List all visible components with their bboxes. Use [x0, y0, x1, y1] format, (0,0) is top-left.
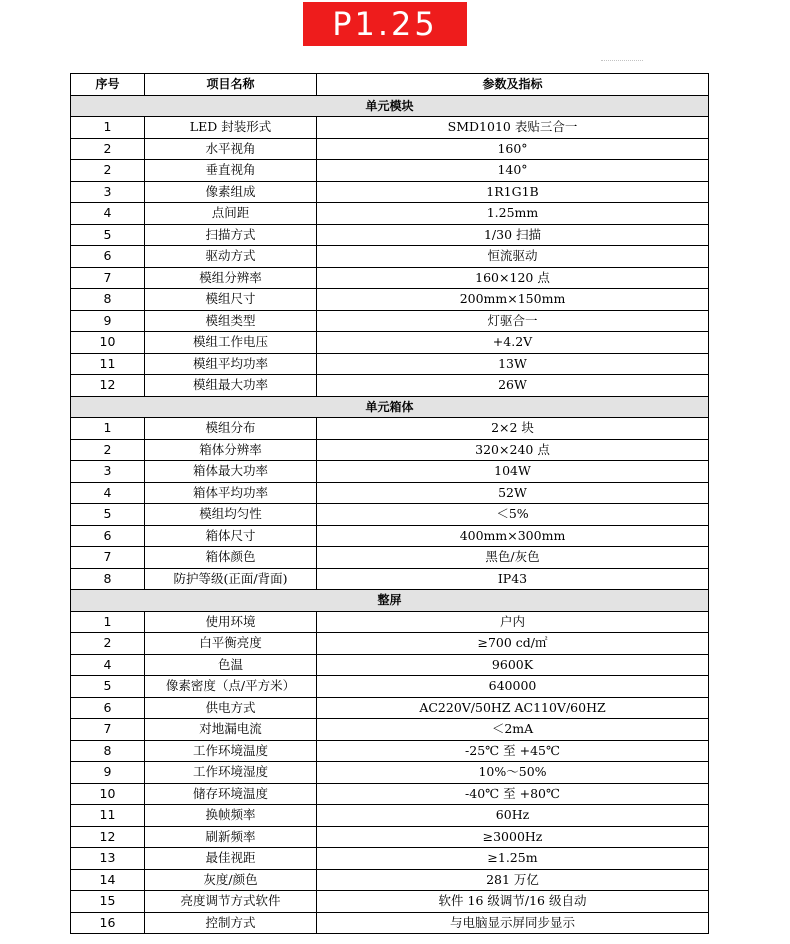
- table-row: [71, 633, 709, 655]
- row-number: 3: [71, 181, 145, 203]
- row-number: 5: [71, 504, 145, 526]
- row-number: 16: [71, 912, 145, 934]
- table-row: [71, 762, 709, 784]
- header-name: 项目名称: [145, 74, 317, 96]
- row-number: 2: [71, 138, 145, 160]
- section-title: 单元箱体: [71, 396, 709, 418]
- row-number: 7: [71, 267, 145, 289]
- item-name: 箱体分辨率: [145, 439, 317, 461]
- row-number: 6: [71, 525, 145, 547]
- table-row: [71, 891, 709, 913]
- row-number: 8: [71, 289, 145, 311]
- item-value: ≥700 cd/㎡: [317, 633, 709, 655]
- item-value: 灯驱合一: [317, 310, 709, 332]
- item-name: 模组类型: [145, 310, 317, 332]
- table-row: [71, 740, 709, 762]
- table-row: [71, 332, 709, 354]
- item-name: 箱体最大功率: [145, 461, 317, 483]
- item-value: 9600K: [317, 654, 709, 676]
- item-value: +4.2V: [317, 332, 709, 354]
- table-row: [71, 848, 709, 870]
- item-name: 灰度/颜色: [145, 869, 317, 891]
- item-name: 模组最大功率: [145, 375, 317, 397]
- table-row: [71, 482, 709, 504]
- table-row: [71, 310, 709, 332]
- row-number: 3: [71, 461, 145, 483]
- item-value: -25℃ 至 +45℃: [317, 740, 709, 762]
- item-name: 扫描方式: [145, 224, 317, 246]
- item-name: 白平衡亮度: [145, 633, 317, 655]
- item-name: 亮度调节方式软件: [145, 891, 317, 913]
- row-number: 6: [71, 246, 145, 268]
- item-name: 模组尺寸: [145, 289, 317, 311]
- item-name: 换帧频率: [145, 805, 317, 827]
- section-header-row: [71, 590, 709, 612]
- item-name: 刷新频率: [145, 826, 317, 848]
- item-name: 工作环境温度: [145, 740, 317, 762]
- item-name: 工作环境湿度: [145, 762, 317, 784]
- row-number: 12: [71, 375, 145, 397]
- table-row: [71, 568, 709, 590]
- row-number: 8: [71, 568, 145, 590]
- item-name: 模组工作电压: [145, 332, 317, 354]
- item-name: 模组平均功率: [145, 353, 317, 375]
- item-name: 储存环境温度: [145, 783, 317, 805]
- item-value: 140°: [317, 160, 709, 182]
- table-row: [71, 504, 709, 526]
- item-value: 400mm×300mm: [317, 525, 709, 547]
- row-number: 1: [71, 418, 145, 440]
- row-number: 1: [71, 117, 145, 139]
- item-value: 281 万亿: [317, 869, 709, 891]
- row-number: 4: [71, 203, 145, 225]
- row-number: 12: [71, 826, 145, 848]
- item-name: 防护等级(正面/背面): [145, 568, 317, 590]
- item-value: 10%～50%: [317, 762, 709, 784]
- row-number: 14: [71, 869, 145, 891]
- table-row: [71, 805, 709, 827]
- table-row: [71, 224, 709, 246]
- section-header-row: [71, 95, 709, 117]
- row-number: 13: [71, 848, 145, 870]
- item-name: 像素组成: [145, 181, 317, 203]
- item-value: 与电脑显示屏同步显示: [317, 912, 709, 934]
- item-name: 模组分布: [145, 418, 317, 440]
- table-row: [71, 289, 709, 311]
- row-number: 6: [71, 697, 145, 719]
- table-row: [71, 826, 709, 848]
- row-number: 5: [71, 676, 145, 698]
- row-number: 15: [71, 891, 145, 913]
- table-row: [71, 439, 709, 461]
- item-value: 恒流驱动: [317, 246, 709, 268]
- item-name: 箱体颜色: [145, 547, 317, 569]
- table-row: [71, 375, 709, 397]
- section-title: 单元模块: [71, 95, 709, 117]
- table-header-row: [71, 74, 709, 96]
- item-value: 26W: [317, 375, 709, 397]
- item-name: 像素密度（点/平方米）: [145, 676, 317, 698]
- table-row: [71, 267, 709, 289]
- table-row: [71, 246, 709, 268]
- row-number: 7: [71, 547, 145, 569]
- item-value: 软件 16 级调节/16 级自动: [317, 891, 709, 913]
- page-title: P1.25: [303, 2, 467, 46]
- item-name: 水平视角: [145, 138, 317, 160]
- item-value: 2×2 块: [317, 418, 709, 440]
- table-row: [71, 676, 709, 698]
- table-row: [71, 547, 709, 569]
- item-name: 驱动方式: [145, 246, 317, 268]
- row-number: 1: [71, 611, 145, 633]
- section-header-row: [71, 396, 709, 418]
- item-name: 箱体平均功率: [145, 482, 317, 504]
- spec-table-body: [71, 74, 709, 934]
- item-value: AC220V/50HZ AC110V/60HZ: [317, 697, 709, 719]
- item-value: 320×240 点: [317, 439, 709, 461]
- item-value: 104W: [317, 461, 709, 483]
- row-number: 8: [71, 740, 145, 762]
- spec-table: [70, 73, 709, 934]
- row-number: 7: [71, 719, 145, 741]
- row-number: 5: [71, 224, 145, 246]
- item-name: 模组分辨率: [145, 267, 317, 289]
- row-number: 9: [71, 762, 145, 784]
- item-name: 对地漏电流: [145, 719, 317, 741]
- item-name: 色温: [145, 654, 317, 676]
- row-number: 10: [71, 332, 145, 354]
- table-row: [71, 719, 709, 741]
- item-value: 640000: [317, 676, 709, 698]
- row-number: 11: [71, 805, 145, 827]
- item-value: 160×120 点: [317, 267, 709, 289]
- table-row: [71, 697, 709, 719]
- item-value: 60Hz: [317, 805, 709, 827]
- item-value: ＜5%: [317, 504, 709, 526]
- item-value: ≥1.25m: [317, 848, 709, 870]
- item-name: 箱体尺寸: [145, 525, 317, 547]
- item-name: 点间距: [145, 203, 317, 225]
- item-name: 控制方式: [145, 912, 317, 934]
- item-value: 黑色/灰色: [317, 547, 709, 569]
- table-row: [71, 117, 709, 139]
- row-number: 10: [71, 783, 145, 805]
- item-name: 供电方式: [145, 697, 317, 719]
- table-row: [71, 783, 709, 805]
- item-value: 1.25mm: [317, 203, 709, 225]
- item-value: 52W: [317, 482, 709, 504]
- table-row: [71, 611, 709, 633]
- row-number: 9: [71, 310, 145, 332]
- scan-mark: [601, 60, 643, 67]
- header-value: 参数及指标: [317, 74, 709, 96]
- item-value: 200mm×150mm: [317, 289, 709, 311]
- item-value: 13W: [317, 353, 709, 375]
- item-value: ＜2mA: [317, 719, 709, 741]
- header-no: 序号: [71, 74, 145, 96]
- item-value: ≥3000Hz: [317, 826, 709, 848]
- section-title: 整屏: [71, 590, 709, 612]
- row-number: 2: [71, 633, 145, 655]
- item-value: SMD1010 表贴三合一: [317, 117, 709, 139]
- table-row: [71, 461, 709, 483]
- table-row: [71, 418, 709, 440]
- table-row: [71, 353, 709, 375]
- row-number: 2: [71, 160, 145, 182]
- table-row: [71, 203, 709, 225]
- table-row: [71, 181, 709, 203]
- table-row: [71, 525, 709, 547]
- item-name: 使用环境: [145, 611, 317, 633]
- item-value: 户内: [317, 611, 709, 633]
- item-value: 160°: [317, 138, 709, 160]
- row-number: 2: [71, 439, 145, 461]
- table-row: [71, 869, 709, 891]
- row-number: 4: [71, 482, 145, 504]
- item-name: 最佳视距: [145, 848, 317, 870]
- item-value: -40℃ 至 +80℃: [317, 783, 709, 805]
- table-row: [71, 912, 709, 934]
- table-row: [71, 654, 709, 676]
- item-name: 模组均匀性: [145, 504, 317, 526]
- item-value: 1/30 扫描: [317, 224, 709, 246]
- table-row: [71, 138, 709, 160]
- item-name: 垂直视角: [145, 160, 317, 182]
- item-value: IP43: [317, 568, 709, 590]
- row-number: 11: [71, 353, 145, 375]
- item-value: 1R1G1B: [317, 181, 709, 203]
- item-name: LED 封装形式: [145, 117, 317, 139]
- row-number: 4: [71, 654, 145, 676]
- table-row: [71, 160, 709, 182]
